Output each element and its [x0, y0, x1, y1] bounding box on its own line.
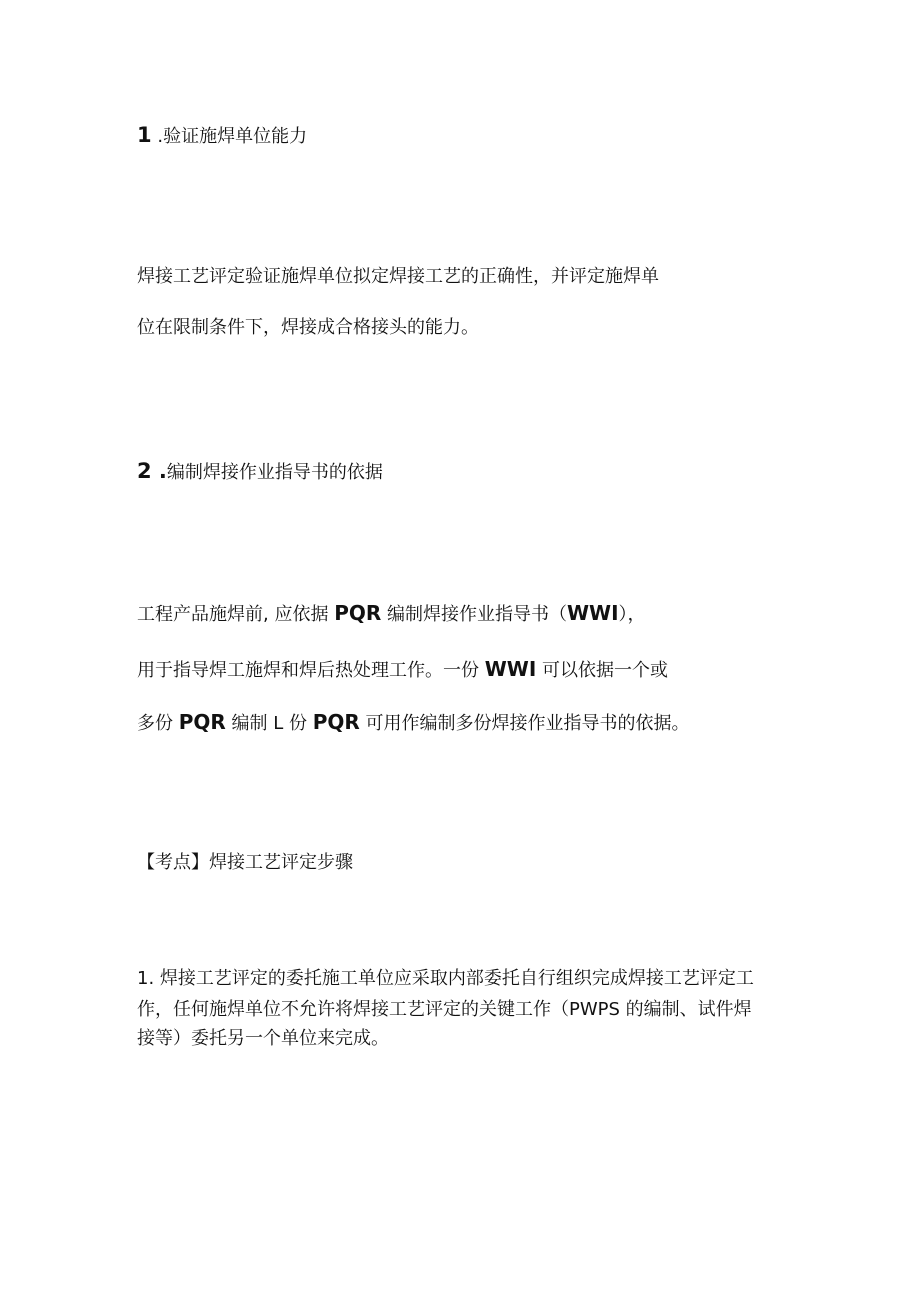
heading-1-text: 验证施焊单位能力	[163, 126, 308, 147]
pqr-term: PQR	[312, 710, 360, 734]
paragraph-3-line-1: 1. 焊接工艺评定的委托施工单位应采取内部委托自行组织完成焊接工艺评定工	[137, 968, 754, 989]
paragraph-2-line-2	[137, 656, 668, 684]
pqr-term: PQR	[178, 710, 226, 734]
text-fragment: 工程产品施焊前, 应依据	[137, 604, 329, 625]
text-fragment: 编制 L 份	[231, 713, 308, 734]
text-fragment: 编制焊接作业指导书（	[386, 604, 567, 625]
text-fragment: 多份	[137, 713, 173, 734]
heading-1-dot: .	[151, 126, 164, 147]
text-fragment: 用于指导焊工施焊和焊后热处理工作。一份	[137, 660, 479, 681]
paragraph-3-line-3: 接等）委托另一个单位来完成。	[137, 1028, 389, 1049]
text-fragment: 可用作编制多份焊接作业指导书的依据。	[365, 713, 690, 734]
wwi-term: WWI	[484, 657, 537, 681]
heading-2-dot: .	[151, 459, 167, 483]
paragraph-1-line-1: 焊接工艺评定验证施焊单位拟定焊接工艺的正确性，并评定施焊单	[137, 266, 659, 287]
heading-2-text: 编制焊接作业指导书的依据	[166, 462, 383, 483]
heading-2-number: 2	[137, 459, 152, 483]
wwi-term: WWI	[566, 601, 619, 625]
heading-1-number: 1	[137, 123, 152, 147]
paragraph-3-line-2: 作，任何施焊单位不允许将焊接工艺评定的关键工作（PWPS 的编制、试件焊	[137, 999, 752, 1020]
pqr-term: PQR	[334, 601, 382, 625]
key-point-heading: 【考点】焊接工艺评定步骤	[137, 852, 353, 873]
paragraph-1-line-2: 位在限制条件下，焊接成合格接头的能力。	[137, 317, 479, 338]
paragraph-2-line-1	[137, 600, 646, 628]
text-fragment: 可以依据一个或	[542, 660, 669, 681]
paragraph-2-line-3	[137, 709, 690, 737]
heading-2	[137, 458, 383, 486]
heading-1	[137, 122, 307, 150]
text-fragment: ），	[618, 604, 646, 625]
